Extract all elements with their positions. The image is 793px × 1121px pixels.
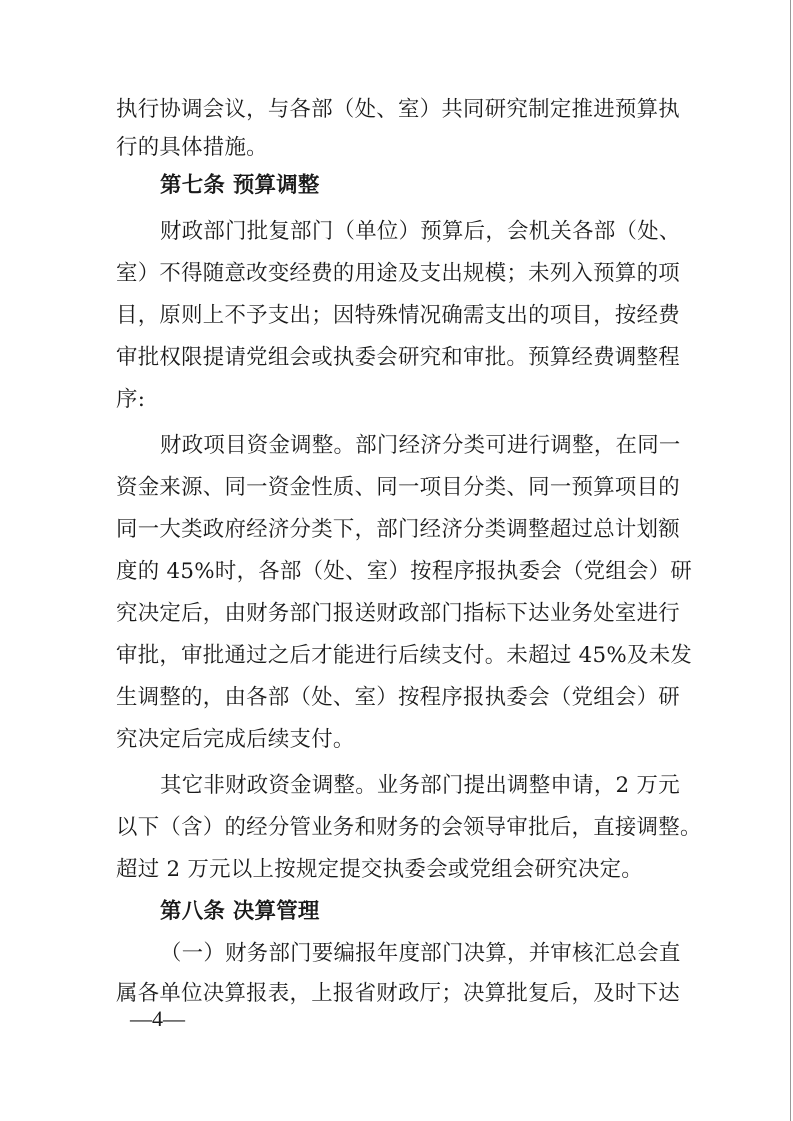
section-heading: 第八条 决算管理 <box>160 899 320 924</box>
paragraph-line: （一）财务部门要编报年度部门决算，并审核汇总会直 <box>160 941 681 966</box>
paragraph-line: 究决定后完成后续支付。 <box>116 727 355 752</box>
paragraph-line: 度的 45%时，各部（处、室）按程序报执委会（党组会）研 <box>116 559 693 584</box>
paragraph-line: 资金来源、同一资金性质、同一项目分类、同一预算项目的 <box>116 475 680 500</box>
scan-edge <box>790 0 791 1121</box>
paragraph-line: 执行协调会议，与各部（处、室）共同研究制定推进预算执 <box>116 97 680 122</box>
paragraph-line: 属各单位决算报表，上报省财政厅；决算批复后，及时下达 <box>116 981 680 1006</box>
paragraph-line: 超过 2 万元以上按规定提交执委会或党组会研究决定。 <box>116 857 643 882</box>
paragraph-line: 究决定后，由财务部门报送财政部门指标下达业务处室进行 <box>116 601 680 626</box>
page-number: —4— <box>130 1006 185 1031</box>
paragraph-line: 审批，审批通过之后才能进行后续支付。未超过 45%及未发 <box>116 643 693 668</box>
paragraph-line: 财政部门批复部门（单位）预算后，会机关各部（处、 <box>160 219 681 244</box>
paragraph-line: 室）不得随意改变经费的用途及支出规模；未列入预算的项 <box>116 261 680 286</box>
paragraph-line: 同一大类政府经济分类下，部门经济分类调整超过总计划额 <box>116 517 680 542</box>
section-heading: 第七条 预算调整 <box>160 173 320 198</box>
paragraph-line: 序: <box>116 387 146 412</box>
paragraph-line: 目，原则上不予支出；因特殊情况确需支出的项目，按经费 <box>116 303 680 328</box>
paragraph-line: 审批权限提请党组会或执委会研究和审批。预算经费调整程 <box>116 345 680 370</box>
paragraph-line: 行的具体措施。 <box>116 135 268 160</box>
paragraph-line: 生调整的，由各部（处、室）按程序报执委会（党组会）研 <box>116 685 680 710</box>
paragraph-line: 其它非财政资金调整。业务部门提出调整申请，2 万元 <box>160 773 680 798</box>
paragraph-line: 以下（含）的经分管业务和财务的会领导审批后，直接调整。 <box>116 815 702 840</box>
paragraph-line: 财政项目资金调整。部门经济分类可进行调整，在同一 <box>160 433 681 458</box>
